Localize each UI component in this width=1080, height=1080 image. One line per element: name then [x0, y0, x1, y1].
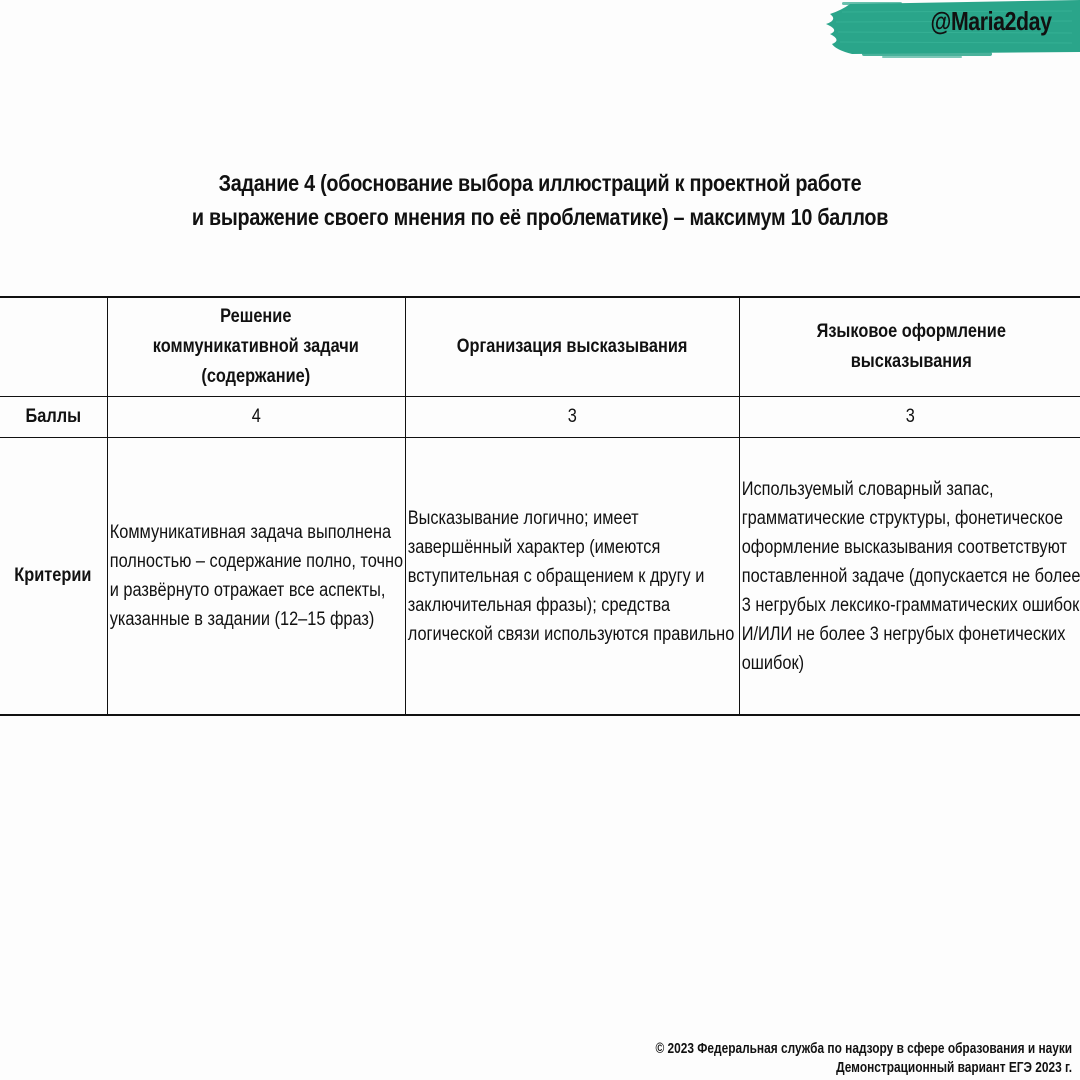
page-title — [76, 166, 1005, 234]
header-line: (содержание) — [201, 366, 311, 387]
score-value: 4 — [251, 406, 261, 427]
header-line: Решение — [220, 306, 292, 327]
row-label-criteria — [0, 438, 107, 716]
score-language — [739, 397, 1080, 438]
criteria-language — [739, 438, 1080, 716]
header-empty-cell — [0, 297, 107, 397]
footer-line-2: Демонстрационный вариант ЕГЭ 2023 г. — [836, 1060, 1072, 1076]
score-value: 3 — [567, 406, 577, 427]
score-organization — [405, 397, 739, 438]
header-language — [739, 297, 1080, 397]
header-organization — [405, 297, 739, 397]
title-line-2: и выражение своего мнения по её проблематике) – максимум 10 баллов — [191, 204, 889, 230]
criteria-table — [0, 296, 1080, 716]
table-row-criteria — [0, 438, 1080, 716]
copyright-footer — [655, 1040, 1072, 1078]
criteria-text: Высказывание логично; имеет завершённый характер (имеются вступительная с обращением к другу и заключительная фразы); средства логической связи используются правильно — [407, 507, 734, 645]
header-line: коммуникативной задачи — [152, 336, 360, 357]
header-label: Языковое оформление высказывания — [816, 321, 1006, 372]
score-value: 3 — [906, 406, 916, 427]
table-header-row — [0, 297, 1080, 397]
table-row-scores — [0, 397, 1080, 438]
row-label-text: Критерии — [14, 565, 92, 586]
criteria-text: Используемый словарный запас, грамматические структуры, фонетическое оформление высказывания соответствуют поставленной задаче (допускается не более 3 негрубых лексико-грамматических ошибок И/ИЛИ не более 3 негрубых фонетических ошибок) — [741, 478, 1080, 674]
criteria-communicative-task — [107, 438, 405, 716]
header-communicative-task — [107, 297, 405, 397]
row-label-text: Баллы — [25, 406, 82, 427]
title-line-1: Задание 4 (обоснование выбора иллюстраций к проектной работе — [218, 170, 862, 196]
row-label-scores — [0, 397, 107, 438]
header-label: Организация высказывания — [456, 336, 688, 357]
criteria-text: Коммуникативная задача выполнена полностью – содержание полно, точно и развёрнуто отражает все аспекты, указанные в задании (12–15 фраз) — [109, 522, 403, 630]
footer-line-1: © 2023 Федеральная служба по надзору в сфере образования и науки — [655, 1041, 1072, 1057]
criteria-organization — [405, 438, 739, 716]
score-communicative-task — [107, 397, 405, 438]
author-handle: @Maria2day — [931, 6, 1052, 36]
